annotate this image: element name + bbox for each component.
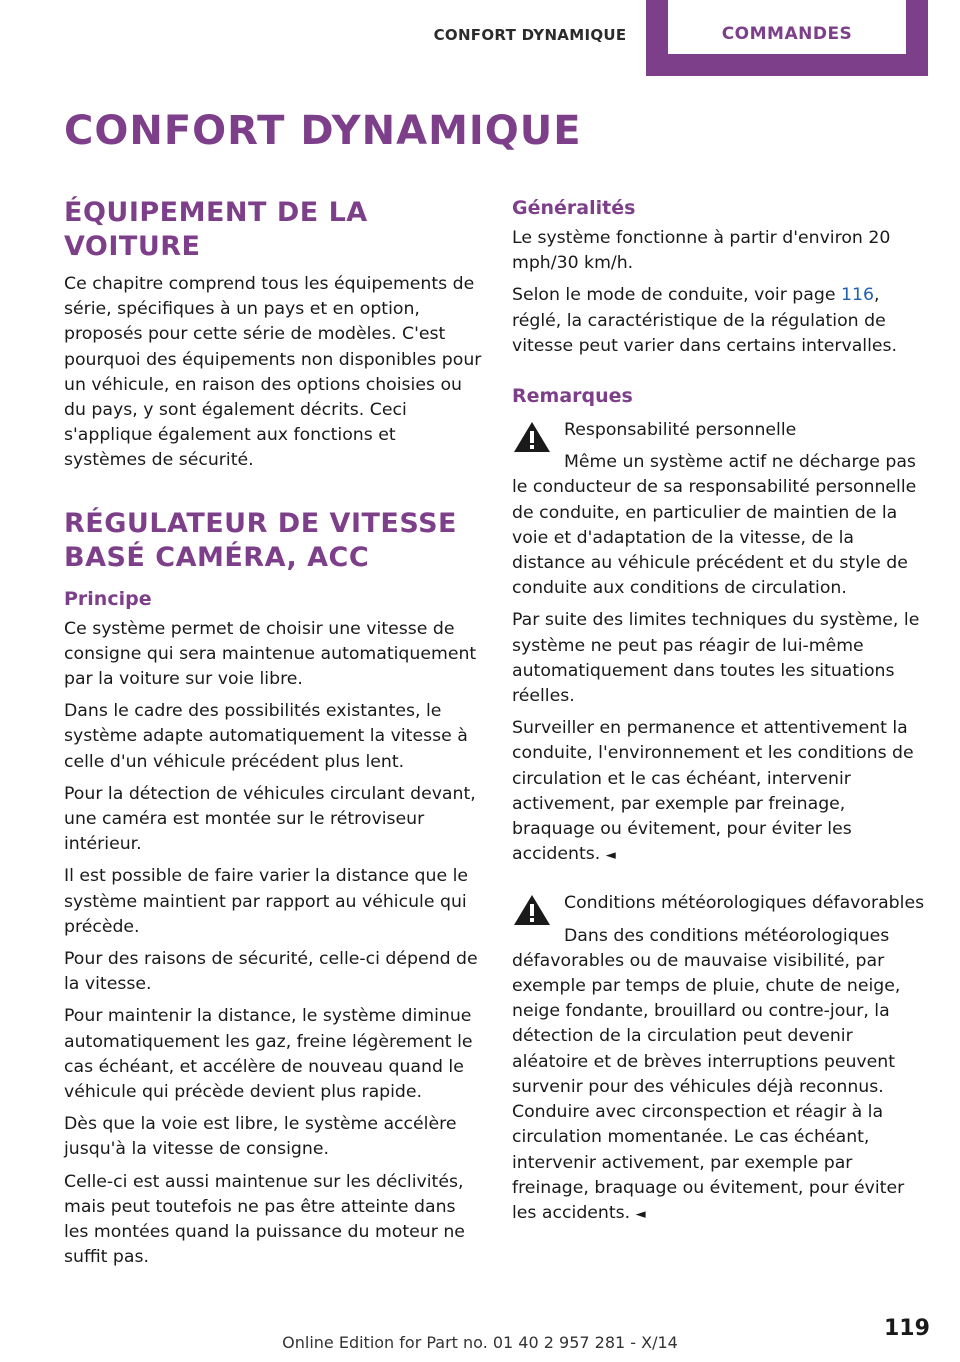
header-tab-label: COMMANDES: [668, 0, 906, 54]
warning1-paragraph-2: Par suite des limites techniques du système, le système ne peut pas réagir de lui-même automatiquement dans toutes les situations réelles.: [512, 610, 920, 707]
header-tab: [646, 0, 928, 76]
heading-remarques: Remarques: [512, 385, 633, 408]
heading-acc-line2: BASÉ CAMÉRA, ACC: [64, 541, 370, 573]
warning-triangle-icon: [512, 420, 552, 454]
right-column: [512, 196, 930, 1234]
warning2-body: [512, 924, 930, 1227]
heading-acc-line1: RÉGULATEUR DE VITESSE: [64, 507, 457, 539]
end-mark-icon: ◄: [635, 1206, 646, 1222]
paragraph-mode-before: Selon le mode de conduite, voir page: [512, 285, 841, 306]
paragraph-mode: [512, 283, 930, 359]
page-link-116[interactable]: 116: [840, 285, 874, 306]
warning-box-meteo: [512, 891, 930, 1227]
footer-edition: Online Edition for Part no. 01 40 2 957 281 - X/14: [282, 1333, 678, 1352]
warning-box-responsabilite: [512, 418, 930, 868]
heading-equipement: ÉQUIPEMENT DE LA VOITURE: [64, 197, 368, 262]
paragraph-principe-6: Pour maintenir la distance, le système diminue automatiquement les gaz, freine légèrement le cas échéant, et accélère de nouveau quand le véhicule qui précède devient plus rapide.: [64, 1006, 473, 1103]
end-mark-icon: ◄: [605, 848, 616, 864]
warning1-paragraph-1: Même un système actif ne décharge pas le conducteur de sa responsabilité personnelle de conduite, en particulier de maintien de la voie et d'adaptation de la vitesse, de la distance au véhicule précédent et du style de conduite aux conditions de circulation.: [512, 452, 917, 599]
header-section-title: CONFORT DYNAMIQUE: [433, 26, 627, 44]
warning1-paragraph-3: [512, 716, 930, 868]
paragraph-principe-3: Pour la détection de véhicules circulant devant, une caméra est montée sur le rétroviseur intérieur.: [64, 783, 476, 855]
warning2-body-text: Dans des conditions météorologiques défavorables ou de mauvaise visibilité, par exemple par temps de pluie, chute de neige, neige fondante, brouillard ou contre-jour, la détection de la circulation peut devenir aléatoire et de brèves interruptions peuvent survenir pour des véhicules déjà reconnus. Conduire avec circonspection et réagir à la circulation momentanée. Le cas échéant, intervenir activement, par exemple par freinage, braquage ou évitement, pour éviter les accidents.: [512, 925, 905, 1223]
heading-acc: [64, 507, 482, 575]
chapter-title: CONFORT DYNAMIQUE: [64, 108, 582, 154]
paragraph-principe-4: Il est possible de faire varier la distance que le système maintient par rapport au véhicule qui précède.: [64, 866, 468, 937]
warning1-title: Responsabilité personnelle: [564, 420, 797, 441]
paragraph-principe-1: Ce système permet de choisir une vitesse de consigne qui sera maintenue automatiquement par la voiture sur voie libre.: [64, 618, 477, 690]
paragraph-generalites: Le système fonctionne à partir d'environ 20 mph/30 km/h.: [512, 228, 891, 274]
warning1-last: Surveiller en permanence et attentivement la conduite, l'environnement et les conditions de circulation et le cas échéant, intervenir activement, par exemple par freinage, braquage ou évitement, pour éviter les accidents.: [512, 718, 914, 865]
heading-generalites: Généralités: [512, 197, 636, 219]
paragraph-principe-2: Dans le cadre des possibilités existantes, le système adapte automatiquement la vitesse à celle d'un véhicule précédent plus lent.: [64, 701, 468, 772]
paragraph-principe-5: Pour des raisons de sécurité, celle-ci dépend de la vitesse.: [64, 949, 478, 995]
warning-triangle-icon: [512, 893, 552, 927]
warning2-title: Conditions météorologiques défavorables: [564, 893, 925, 914]
left-column: [64, 196, 482, 1278]
paragraph-mode-after: , réglé, la caractéristique de la régulation de vitesse peut varier dans certains intervalles.: [512, 285, 898, 356]
paragraph-principe-8: Celle-ci est aussi maintenue sur les déclivités, mais peut toutefois ne pas être atteinte dans les montées quand la puissance du moteur ne suffit pas.: [64, 1171, 465, 1268]
paragraph-principe-7: Dès que la voie est libre, le système accélère jusqu'à la vitesse de consigne.: [64, 1114, 457, 1160]
paragraph-equipement: Ce chapitre comprend tous les équipements de série, spécifiques à un pays et en option, proposés pour cette série de modèles. C'est pourquoi des équipements non disponibles pour un véhicule, en raison des options choisies ou du pays, y sont également décrits. Ceci s'applique également aux fonctions et systèmes de sécurité.: [64, 274, 482, 471]
heading-principe: Principe: [64, 587, 152, 610]
page-number: 119: [884, 1316, 930, 1341]
